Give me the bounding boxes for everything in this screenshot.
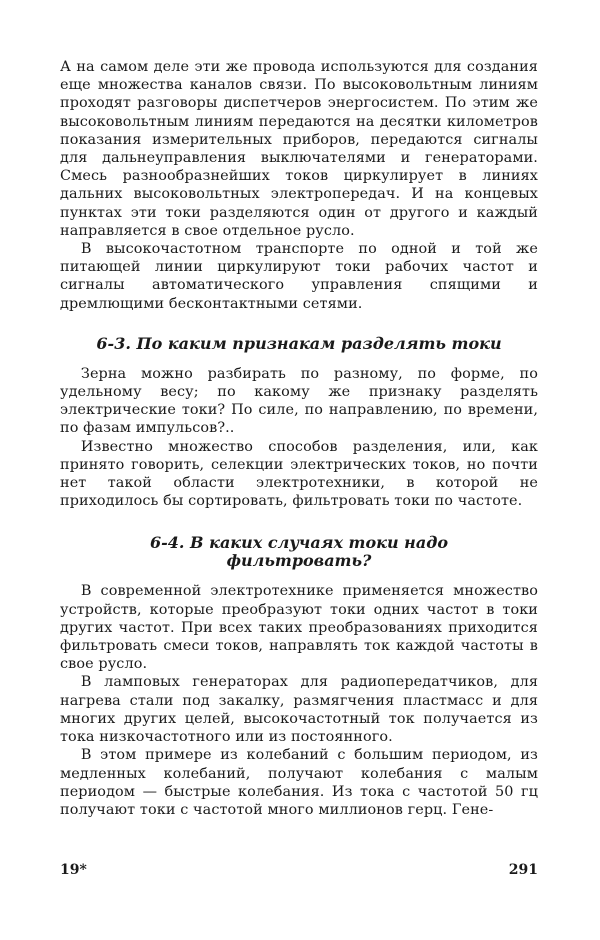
paragraph-6-4-1: В современной электротехнике применяется множество устройств, которые преобразуют токи одних частот в токи других частот. При всех таких преобразованиях приходится фильтровать смеси токов, направлять ток каждой частоты в свое русло. (60, 583, 538, 673)
paragraph-6-4-2: В ламповых генераторах для радиопередатчиков, для нагрева стали под закалку, размягчения пластмасс и для многих других целей, высокочастотный ток получается из тока низкочастотного или из постоянного. (60, 674, 538, 746)
section-heading-6-4-line1: 6-4. В каких случаях токи надо (149, 533, 449, 553)
page-body (60, 58, 538, 819)
paragraph-hf-transport: В высокочастотном транспорте по одной и той же питающей линии циркулируют токи рабочих частот и сигналы автоматического управления спящими и дремлющими бесконтактными сетями. (60, 241, 538, 312)
paragraph-6-3-2: Известно множество способов разделения, или, как принято говорить, селекции электрических токов, но почти нет такой области электротехники, в которой не приходилось бы сортировать, фильтровать токи по частоте. (60, 438, 538, 510)
signature-mark: 19* (60, 862, 87, 878)
section-heading-6-4 (60, 534, 538, 570)
paragraph-6-4-3: В этом примере из колебаний с большим периодом, из медленных колебаний, получают колебания с малым периодом — быстрые колебания. Из тока с частотой 50 гц получают токи с частотой много миллионов герц. Гене- (60, 747, 538, 818)
paragraph-6-3-1: Зерна можно разбирать по разному, по форме, по удельному весу; по какому же признаку разделять электрические токи? По силе, по направлению, по времени, по фазам импульсов?.. (60, 365, 538, 437)
page-number: 291 (508, 862, 538, 878)
section-heading-6-4-line2: фильтровать? (226, 551, 372, 571)
paragraph-intro: А на самом деле эти же провода используются для создания еще множества каналов связи. По высоковольтным линиям проходят разговоры диспетчеров энергосистем. По этим же высоковольтным линиям передаются на десятки километров показания измерительных приборов, передаются сигналы для дальнеуправления выключателями и генераторами. Смесь разнообразнейших токов циркулирует в линиях дальних высоковольтных электропередач. И на концевых пунктах эти токи разделяются один от другого и каждый направляется в свое отдельное русло. (60, 59, 538, 239)
section-heading-6-3: 6-3. По каким признакам разделять токи (96, 333, 502, 353)
